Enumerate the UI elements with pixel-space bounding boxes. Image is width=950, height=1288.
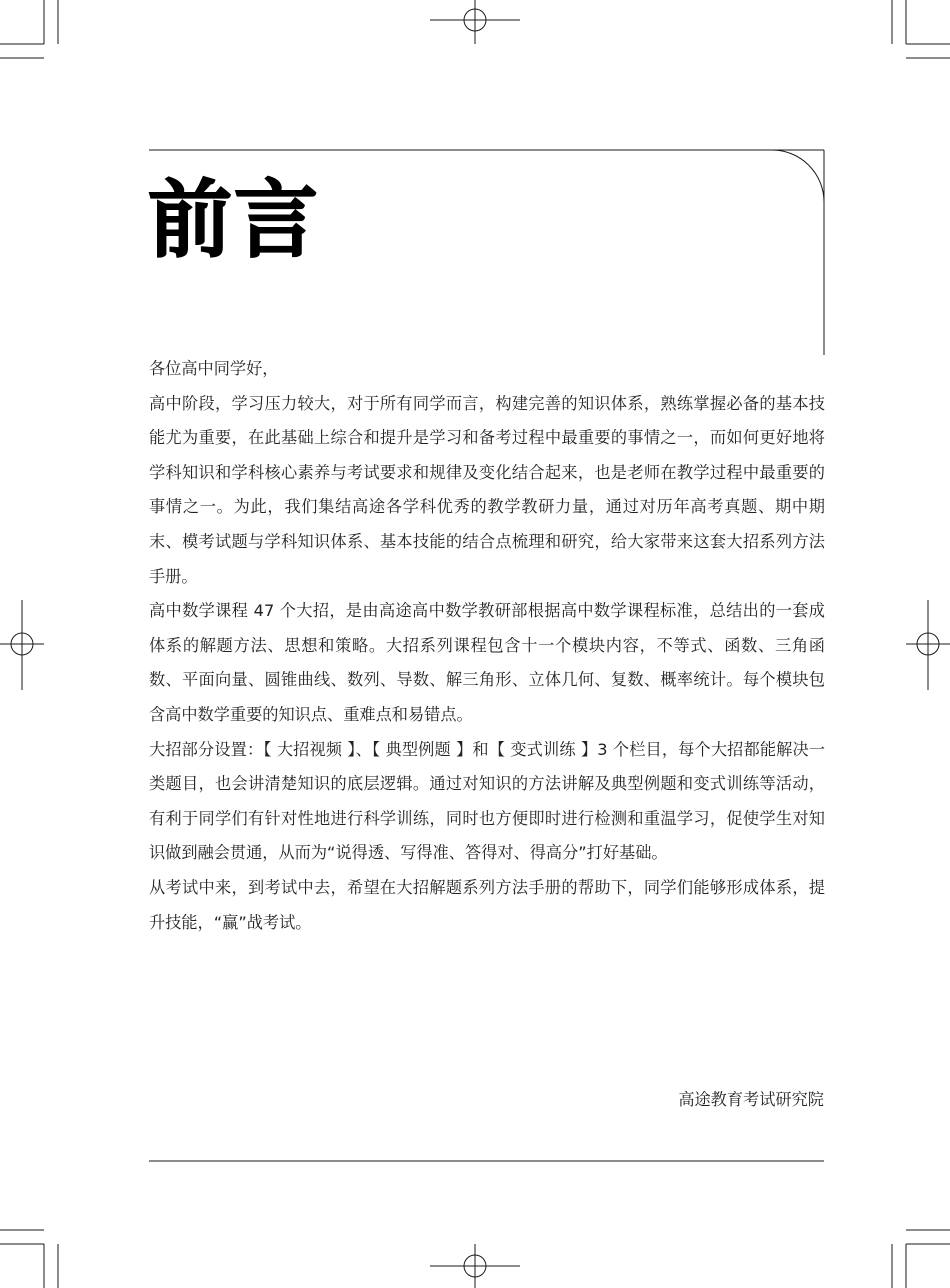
greeting: 各位高中同学好， (149, 359, 279, 378)
registration-mark-top (430, 0, 520, 44)
preface-body (149, 352, 825, 940)
crop-mark-top-left (0, 0, 58, 58)
preface-paragraph-1: 高中阶段，学习压力较大，对于所有同学而言，构建完善的知识体系，熟练掌握必备的基本技能尤为重要，在此基础上综合和提升是学习和备考过程中最重要的事情之一，而如何更好地将学科知识和学科核心素养与考试要求和规律及变化结合起来，也是老师在教学过程中最重要的事情之一。为此，我们集结高途各学科优秀的教学教研力量，通过对历年高考真题、期中期末、模考试题与学科知识体系、基本技能的结合点梳理和研究，给大家带来这套大招系列方法手册。 (149, 393, 825, 586)
preface-paragraph-4: 从考试中来，到考试中去，希望在大招解题系列方法手册的帮助下，同学们能够形成体系，提升技能，“赢”战考试。 (149, 877, 825, 932)
signature: 高途教育考试研究院 (678, 1090, 824, 1109)
preface-paragraph-3: 大招部分设置：【 大招视频 】、【 典型例题 】和【 变式训练 】3 个栏目，每个大招都能解决一类题目，也会讲清楚知识的底层逻辑。通过对知识的方法讲解及典型例题和变式训练等活动，有利于同学们有针对性地进行科学训练，同时也方便即时进行检测和重温学习，促使学生对知识做到融会贯通，从而为“说得透、写得准、答得对、得高分”打好基础。 (149, 739, 825, 863)
crop-mark-top-right (892, 0, 950, 58)
crop-mark-bottom-left (0, 1230, 58, 1288)
registration-mark-left (0, 600, 44, 690)
page-title: 前言 (148, 171, 321, 269)
registration-mark-bottom (430, 1244, 520, 1288)
registration-mark-right (906, 600, 950, 690)
preface-paragraph-2: 高中数学课程 47 个大招，是由高途高中数学教研部根据高中数学课程标准，总结出的一套成体系的解题方法、思想和策略。大招系列课程包含十一个模块内容，不等式、函数、三角函数、平面向量、圆锥曲线、数列、导数、解三角形、立体几何、复数、概率统计。每个模块包含高中数学重要的知识点、重难点和易错点。 (149, 601, 825, 724)
crop-mark-bottom-right (892, 1230, 950, 1288)
